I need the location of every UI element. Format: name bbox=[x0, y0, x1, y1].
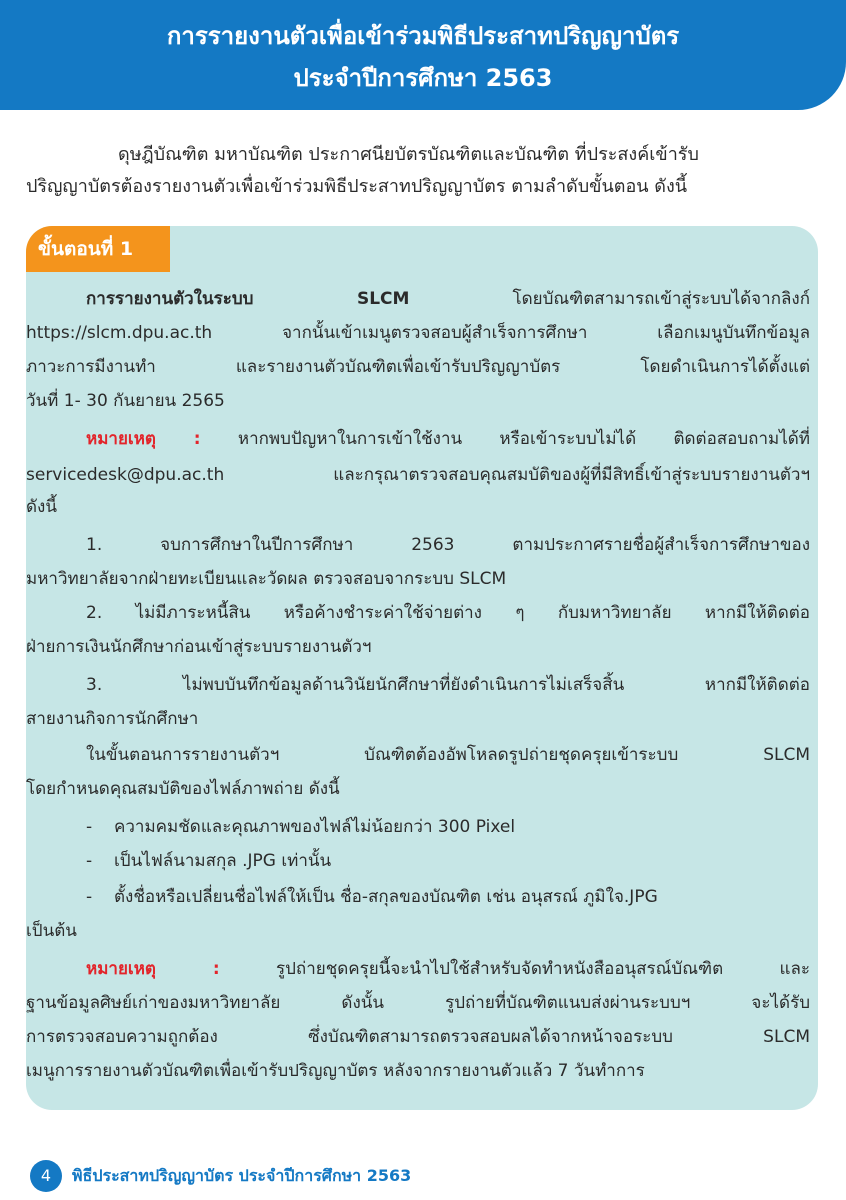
note2-line2: ฐานข้อมูลศิษย์เก่าของมหาวิทยาลัย ดังนั้น รูปถ่ายที่บัณฑิตแนบส่งผ่านระบบฯ จะได้รับ bbox=[26, 993, 810, 1013]
note2-line1 bbox=[26, 954, 810, 984]
step-label: ขั้นตอนที่ 1 bbox=[26, 226, 170, 272]
step-paragraph-heading: การรายงานตัวในระบบ SLCM bbox=[86, 289, 410, 309]
requirement-2-line1: 2. ไม่มีภาระหนี้สิน หรือค้างชำระค่าใช้จ่ายต่าง ๆ กับมหาวิทยาลัย หากมีให้ติดต่อ bbox=[86, 603, 810, 623]
intro-line2: ปริญญาบัตรต้องรายงานตัวเพื่อเข้าร่วมพิธีประสาทปริญญาบัตร ตามลำดับขั้นตอน ดังนี้ bbox=[26, 176, 688, 197]
step-paragraph-rest: โดยบัณฑิตสามารถเข้าสู่ระบบได้จากลิงก์ bbox=[409, 289, 810, 309]
page-header bbox=[0, 0, 846, 110]
requirement-3-line1: 3. ไม่พบบันทึกข้อมูลด้านวินัยนักศึกษาที่ยังดำเนินการไม่เสร็จสิ้น หากมีให้ติดต่อ bbox=[86, 675, 810, 695]
requirement-1-line1: 1. จบการศึกษาในปีการศึกษา 2563 ตามประกาศรายชื่อผู้สำเร็จการศึกษาของ bbox=[86, 535, 810, 555]
step-paragraph-line3: ภาวะการมีงานทำ และรายงานตัวบัณฑิตเพื่อเข้ารับปริญญาบัตร โดยดำเนินการได้ตั้งแต่ bbox=[26, 357, 810, 377]
photo-requirement-3-continuation: เป็นต้น bbox=[26, 921, 77, 941]
photo-requirement-3-text: ตั้งชื่อหรือเปลี่ยนชื่อไฟล์ให้เป็น ชื่อ-สกุลของบัณฑิต เช่น อนุสรณ์ ภูมิใจ.JPG bbox=[114, 887, 658, 907]
bullet-dash: - bbox=[86, 817, 93, 837]
requirement-2-line2: ฝ่ายการเงินนักศึกษาก่อนเข้าสู่ระบบรายงานตัวฯ bbox=[26, 637, 372, 657]
photo-requirement-3 bbox=[86, 882, 810, 912]
bullet-dash: - bbox=[86, 887, 93, 907]
note2-line3: การตรวจสอบความถูกต้อง ซึ่งบัณฑิตสามารถตรวจสอบผลได้จากหน้าจอระบบ SLCM bbox=[26, 1027, 810, 1047]
note2-text: รูปถ่ายชุดครุยนี้จะนำไปใช้สำหรับจัดทำหนังสืออนุสรณ์บัณฑิต และ bbox=[219, 959, 810, 979]
photo-paragraph-line2: โดยกำหนดคุณสมบัติของไฟล์ภาพถ่าย ดังนี้ bbox=[26, 779, 340, 799]
requirement-1-line2: มหาวิทยาลัยจากฝ่ายทะเบียนและวัดผล ตรวจสอบจากระบบ SLCM bbox=[26, 569, 507, 589]
note2-line4: เมนูการรายงานตัวบัณฑิตเพื่อเข้ารับปริญญาบัตร หลังจากรายงานตัวแล้ว 7 วันทำการ bbox=[26, 1061, 645, 1081]
page-number-badge: 4 bbox=[30, 1160, 62, 1192]
note1-label: หมายเหตุ : bbox=[86, 429, 201, 449]
photo-requirement-2 bbox=[86, 846, 810, 876]
note1-text: หากพบปัญหาในการเข้าใช้งาน หรือเข้าระบบไม่ได้ ติดต่อสอบถามได้ที่ bbox=[200, 429, 810, 449]
step-paragraph-line2: https://slcm.dpu.ac.th จากนั้นเข้าเมนูตรวจสอบผู้สำเร็จการศึกษา เลือกเมนูบันทึกข้อมูล bbox=[26, 323, 810, 343]
intro-line1: ดุษฎีบัณฑิต มหาบัณฑิต ประกาศนียบัตรบัณฑิตและบัณฑิต ที่ประสงค์เข้ารับ bbox=[118, 144, 699, 165]
header-title-line1: การรายงานตัวเพื่อเข้าร่วมพิธีประสาทปริญญาบัตร bbox=[166, 22, 680, 50]
bullet-dash: - bbox=[86, 851, 93, 871]
note1-line1 bbox=[26, 424, 810, 454]
note2-label: หมายเหตุ : bbox=[86, 959, 220, 979]
photo-requirement-1 bbox=[86, 812, 810, 842]
step-paragraph-line1 bbox=[26, 284, 810, 314]
step-paragraph-line4: วันที่ 1- 30 กันยายน 2565 bbox=[26, 391, 225, 411]
photo-requirement-1-text: ความคมชัดและคุณภาพของไฟล์ไม่น้อยกว่า 300 Pixel bbox=[114, 817, 516, 837]
note1-line3: ดังนี้ bbox=[26, 497, 57, 517]
photo-requirement-2-text: เป็นไฟล์นามสกุล .JPG เท่านั้น bbox=[114, 851, 332, 871]
footer-title: พิธีประสาทปริญญาบัตร ประจำปีการศึกษา 2563 bbox=[72, 1166, 412, 1185]
note1-line2: servicedesk@dpu.ac.th และกรุณาตรวจสอบคุณสมบัติของผู้ที่มีสิทธิ์เข้าสู่ระบบรายงานตัวฯ bbox=[26, 465, 810, 485]
photo-paragraph-line1: ในขั้นตอนการรายงานตัวฯ บัณฑิตต้องอัพโหลดรูปถ่ายชุดครุยเข้าระบบ SLCM bbox=[86, 745, 810, 765]
header-title-line2: ประจำปีการศึกษา 2563 bbox=[293, 64, 553, 92]
requirement-3-line2: สายงานกิจการนักศึกษา bbox=[26, 709, 199, 729]
